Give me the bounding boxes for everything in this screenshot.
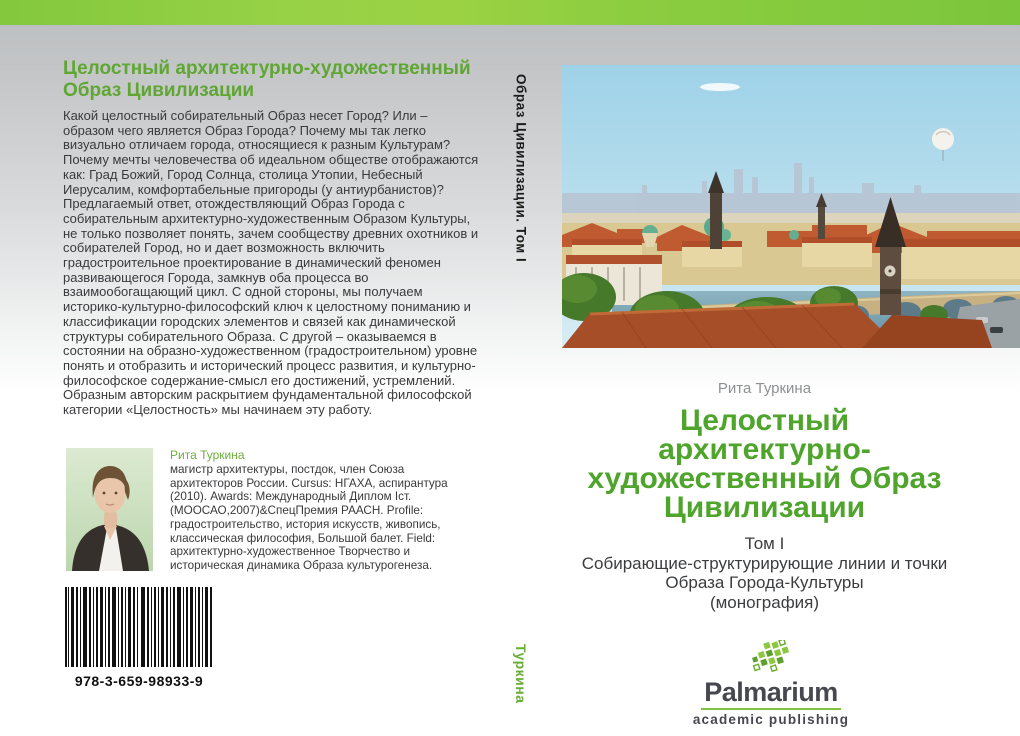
author-portrait-photo [66,448,153,571]
back-cover-blurb: Какой целостный собирательный Образ несет Город? Или – образом чего является Образ Города? Почему мы так легко визуально отличаем города, относящиеся к разным Культурам? Почему мечты человечества об идеальном обществе отображаются как: Град Божий, Город Солнца, столица Утопии, Небесный Иерусалим, комфортабельные пригороды (у антиурбанистов)? Предлагаемый ответ, отождествляющий Образ Города с собирательным архитектурно-художественным Образом Культуры, не только позволяет понять, зачем сообществу древних охотников и собирателей Город, но и дает возможность включить градостроительное проектирование в динамический феномен развивающегося Города, замкнув оба процесса во взаимообогащающий цикл. С одной стороны, мы получаем историко-культурно-философский ключ к целостному пониманию и классификации городских элементов и связей как динамической структуры собирательного Образа. С другой – оказываемся в состоянии на образно-художественном (градостроительном) уровне понять и отобразить и исторический процесс развития, и культурно-философское содержание-смысл его достижений, устремлений. Образным авторским раскрытием фундаментальной философской категории «Целостность» мы начинаем эту работу. [63,108,479,418]
barcode-block [65,587,213,689]
front-title-line: Цивилизации [663,491,866,524]
front-subtitle [562,534,967,612]
front-title-line: Целостный [679,404,850,437]
subtitle-line: Том I [744,534,785,553]
front-author-name: Рита Туркина [717,380,812,397]
publisher-tagline: academic publishing [692,712,850,727]
author-photo [66,448,153,571]
prague-cityscape-photo [562,65,1020,348]
cover-photo [562,65,1020,348]
spine-author: Туркина [513,644,529,704]
barcode [65,587,213,667]
bio-author-name: Рита Туркина [170,448,245,462]
publisher-rule [701,708,841,710]
spine-title: Образ Цивилизации. Том I [513,74,529,263]
subtitle-line: Собирающие-структурирующие линии и точки [581,553,948,573]
bio-description: магистр архитектуры, постдок, член Союза архитекторов России. Cursus: НГАХА, аспирантура (2010). Awards: Международный Диплом Iст.(МООСАО,2007)&СпецПремия РААСН. Profile: градостроительство, история искусств, живопись, классическая философия, Большой балет. Field: архитектурно-художественное Творчество и историческая динамика Образа культурогенеза. [170,463,448,572]
publisher-name: Palmarium [704,677,838,707]
back-cover-title [63,58,493,102]
subtitle-line: Образа Города-Культуры [665,573,864,592]
back-title-line1: Целостный архитектурно-художественный [63,58,471,79]
publisher-logo [688,640,854,727]
top-green-band [0,0,1020,25]
front-title [562,406,967,522]
front-title-line: архитектурно- [658,433,871,466]
isbn-number: 978-3-659-98933-9 [74,673,204,689]
palmarium-leaf-icon [743,640,799,676]
subtitle-line: (монография) [709,592,820,612]
back-title-line2: Образ Цивилизации [63,80,255,101]
front-title-line: художественный Образ [587,462,942,495]
author-bio-text-column [170,448,475,573]
